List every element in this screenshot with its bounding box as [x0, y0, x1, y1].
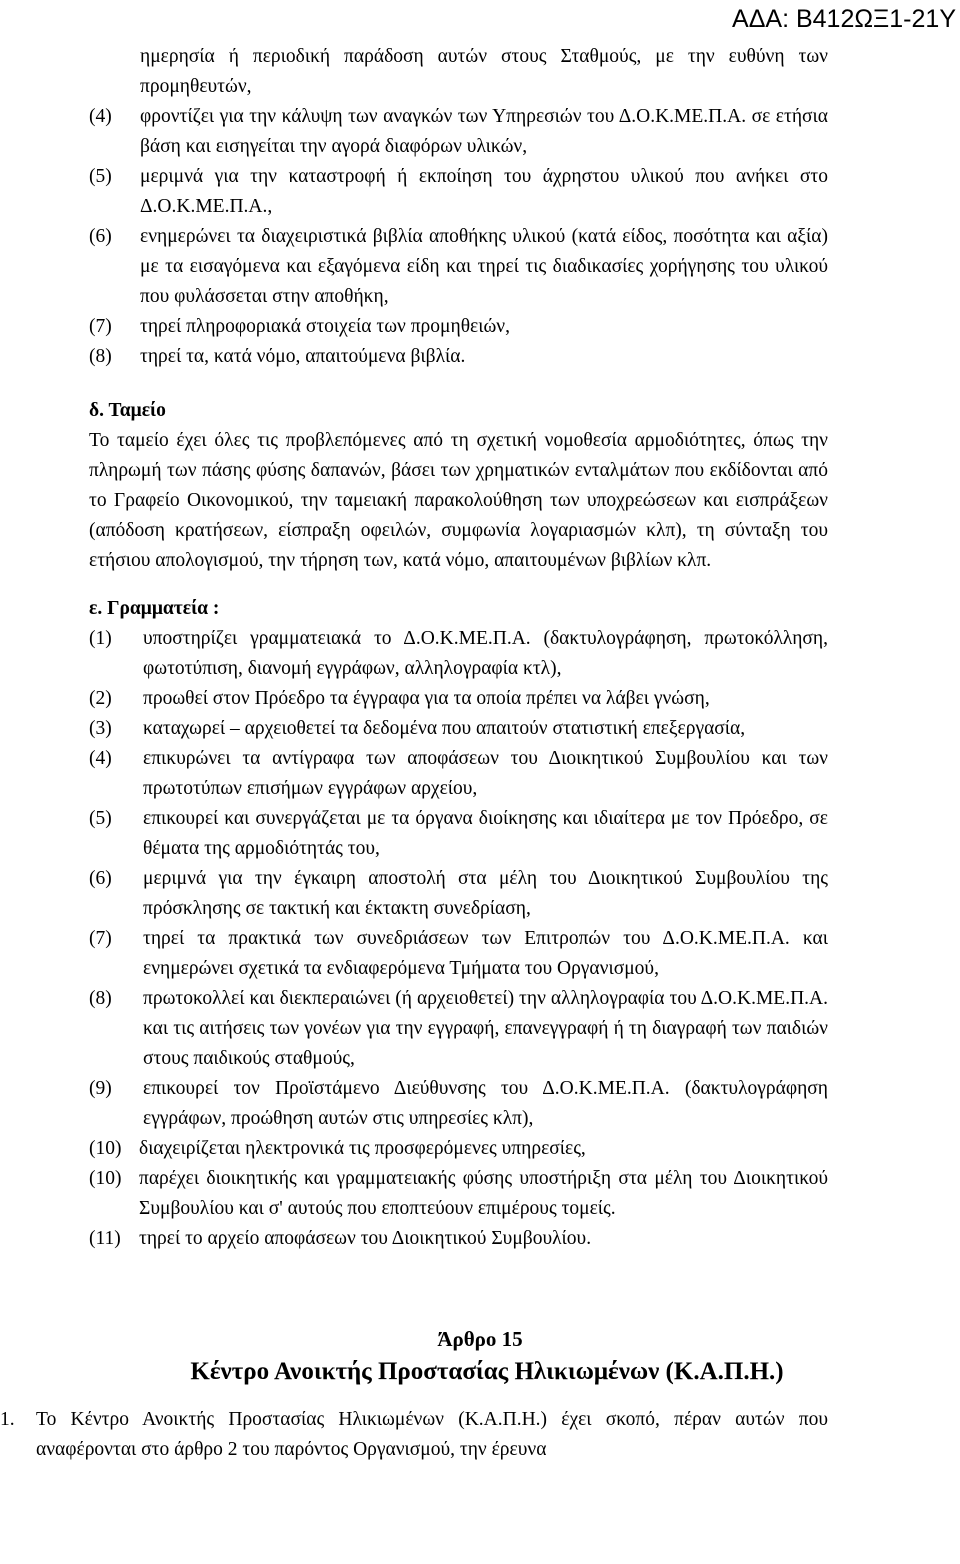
item-text: ενημερώνει τα διαχειριστικά βιβλία αποθήκης υλικού (κατά είδος, ποσότητα και αξία) με τα εισαγόμενα και εξαγόμενα είδη και τηρεί τις διαδικασίες χορήγησης του υλικού που φυλάσσεται στην αποθήκη, — [140, 226, 828, 307]
paragraph-text: Το Κέντρο Ανοικτής Προστασίας Ηλικιωμένων (Κ.Α.Π.Η.) έχει σκοπό, πέραν αυτών που αναφέρονται στο άρθρο 2 του παρόντος Οργανισμού, την έρευνα — [36, 1409, 828, 1460]
list-item — [0, 1134, 828, 1164]
item-text: μεριμνά για την έγκαιρη αποστολή στα μέλη του Διοικητικού Συμβουλίου της πρόσκλησης σε τακτική και έκτακτη συνεδρίαση, — [143, 868, 828, 919]
document-body — [0, 42, 960, 1465]
item-text: καταχωρεί – αρχειοθετεί τα δεδομένα που απαιτούν στατιστική επεξεργασία, — [143, 718, 746, 739]
item-text: τηρεί τα πρακτικά των συνεδριάσεων των Επιτροπών του Δ.Ο.Κ.ΜΕ.Π.Α. και ενημερώνει σχετικά τα ενδιαφερόμενα Τμήματα του Οργανισμού, — [143, 928, 828, 979]
item-number: (7) — [89, 316, 112, 337]
storage-duties-list — [0, 42, 960, 372]
item-text: πρωτοκολλεί και διεκπεραιώνει (ή αρχειοθετεί) την αλληλογραφία του Δ.Ο.Κ.ΜΕ.Π.Α. και τις αιτήσεις των γονέων για την εγγραφή, επανεγγραφή ή τη διαγραφή των παιδιών στους παιδικούς σταθμούς, — [143, 988, 828, 1069]
item-number: (6) — [89, 226, 112, 247]
list-item — [0, 624, 828, 684]
item-number: (2) — [89, 688, 112, 709]
item-number: (10) — [89, 1168, 122, 1189]
item-number: (5) — [89, 808, 112, 829]
section-heading-treasury: δ. Ταμείο — [89, 400, 166, 421]
item-number: (3) — [89, 718, 112, 739]
list-item — [0, 804, 828, 864]
item-text: διαχειρίζεται ηλεκτρονικά τις προσφερόμενες υπηρεσίες, — [139, 1138, 586, 1159]
list-item — [0, 984, 828, 1074]
item-number: (4) — [89, 106, 112, 127]
list-item — [0, 102, 828, 162]
paragraph-number: 1. — [0, 1409, 15, 1430]
list-item — [0, 162, 828, 222]
article-number: Άρθρο 15 — [437, 1327, 523, 1351]
list-item — [0, 1164, 828, 1224]
ada-code: ΑΔΑ: Β412ΩΞ1-21Υ — [732, 5, 956, 33]
item-number: (9) — [89, 1078, 112, 1099]
list-item — [0, 342, 828, 372]
list-item-continuation — [0, 42, 828, 102]
list-item — [0, 1074, 828, 1134]
item-number: (8) — [89, 988, 112, 1009]
item-number: (8) — [89, 346, 112, 367]
item-text: επικυρώνει τα αντίγραφα των αποφάσεων του Διοικητικού Συμβουλίου και των πρωτοτύπων επισήμων εγγράφων αρχείου, — [143, 748, 828, 799]
item-text: τηρεί πληροφοριακά στοιχεία των προμηθειών, — [140, 316, 510, 337]
list-item — [0, 1224, 828, 1254]
secretariat-duties-list — [0, 624, 960, 1254]
list-item — [0, 684, 828, 714]
item-text: επικουρεί τον Προϊστάμενο Διεύθυνσης του Δ.Ο.Κ.ΜΕ.Π.Α. (δακτυλογράφηση εγγράφων, προώθηση αυτών στις υπηρεσίες κλπ), — [143, 1078, 828, 1129]
item-text: προωθεί στον Πρόεδρο τα έγγραφα για τα οποία πρέπει να λάβει γνώση, — [143, 688, 710, 709]
item-text: ημερησία ή περιοδική παράδοση αυτών στους Σταθμούς, με την ευθύνη των προμηθευτών, — [140, 46, 828, 97]
section-heading-secretariat: ε. Γραμματεία : — [89, 598, 220, 619]
list-item — [0, 744, 828, 804]
item-number: (5) — [89, 166, 112, 187]
list-item — [0, 864, 828, 924]
item-number: (7) — [89, 928, 112, 949]
item-text: επικουρεί και συνεργάζεται με τα όργανα διοίκησης και ιδιαίτερα με τον Πρόεδρο, σε θέματα της αρμοδιότητάς του, — [143, 808, 828, 859]
item-text: φροντίζει για την κάλυψη των αναγκών των Υπηρεσιών του Δ.Ο.Κ.ΜΕ.Π.Α. σε ετήσια βάση και εισηγείται την αγορά διαφόρων υλικών, — [140, 106, 828, 157]
item-number: (11) — [89, 1228, 121, 1249]
list-item — [0, 222, 828, 312]
item-text: τηρεί το αρχείο αποφάσεων του Διοικητικού Συμβουλίου. — [139, 1228, 592, 1249]
item-number: (10) — [89, 1138, 122, 1159]
item-text: υποστηρίζει γραμματειακά το Δ.Ο.Κ.ΜΕ.Π.Α. (δακτυλογράφηση, πρωτοκόλληση, φωτοτύπιση, διανομή εγγράφων, αλληλογραφία κτλ), — [143, 628, 828, 679]
article-title: Κέντρο Ανοικτής Προστασίας Ηλικιωμένων (Κ.Α.Π.Η.) — [190, 1358, 784, 1385]
item-number: (6) — [89, 868, 112, 889]
treasury-paragraph: Το ταμείο έχει όλες τις προβλεπόμενες από τη σχετική νομοθεσία αρμοδιότητες, όπως την πληρωμή των πάσης φύσης δαπανών, βάσει των χρηματικών ενταλμάτων που εκδίδονται από το Γραφείο Οικονομικού, την ταμειακή παρακολούθηση των υποχρεώσεων και εισπράξεων (απόδοση κρατήσεων, είσπραξη οφειλών, συμφωνία λογαριασμών κλπ), τη σύνταξη του ετήσιου απολογισμού, την τήρηση των, κατά νόμο, απαιτουμένων βιβλίων κλπ. — [89, 430, 828, 571]
item-text: τηρεί τα, κατά νόμο, απαιτούμενα βιβλία. — [140, 346, 466, 367]
item-text: μεριμνά για την καταστροφή ή εκποίηση του άχρηστου υλικού που ανήκει στο Δ.Ο.Κ.ΜΕ.Π.Α., — [140, 166, 828, 217]
item-number: (4) — [89, 748, 112, 769]
list-item — [0, 714, 828, 744]
list-item — [0, 924, 828, 984]
article-paragraph — [0, 1405, 828, 1465]
item-text: παρέχει διοικητικής και γραμματειακής φύσης υποστήριξη στα μέλη του Διοικητικού Συμβουλίου και σ' αυτούς που εποπτεύουν επιμέρους τομείς. — [139, 1168, 828, 1219]
list-item — [0, 312, 828, 342]
item-number: (1) — [89, 628, 112, 649]
